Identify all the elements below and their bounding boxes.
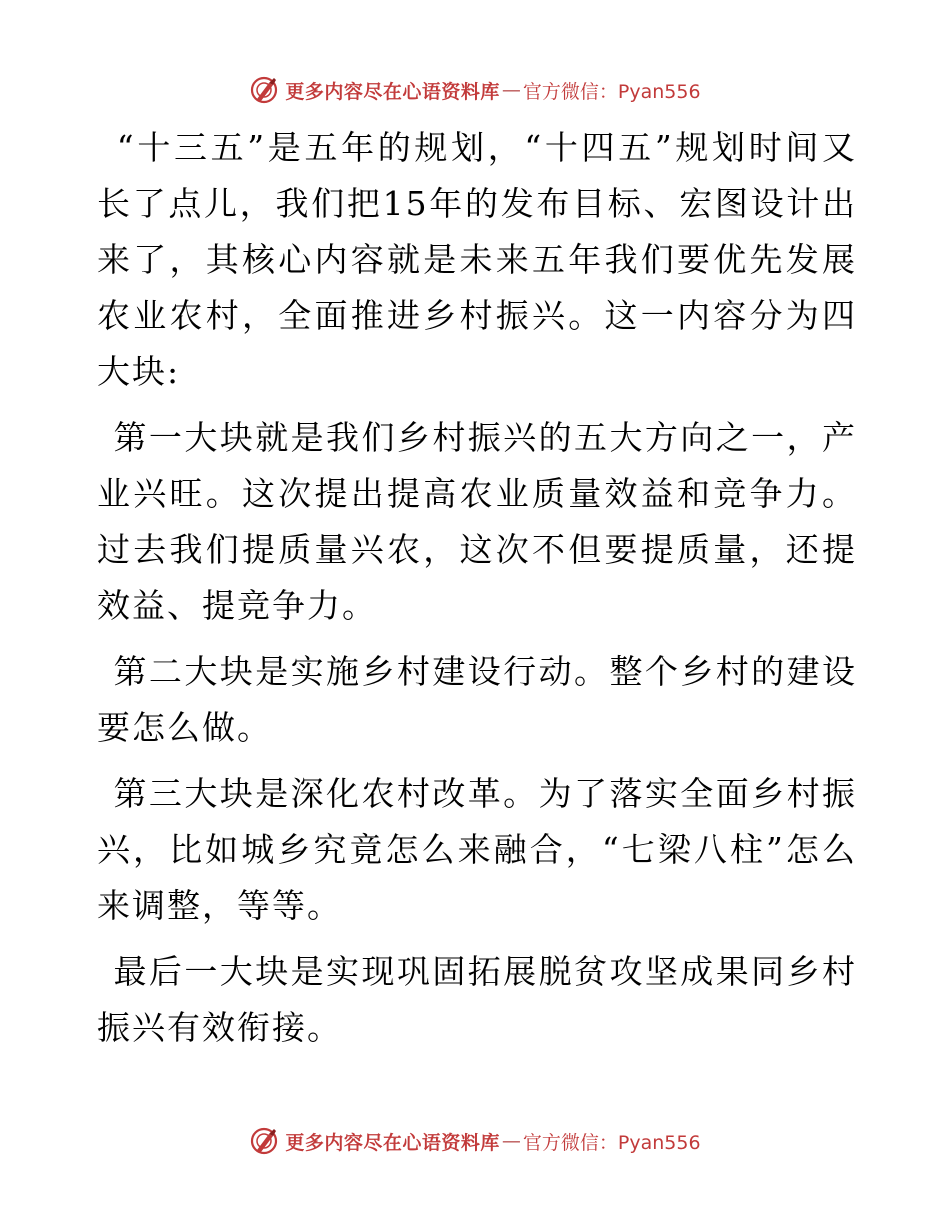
pen-nib-circle-icon xyxy=(249,1126,279,1156)
pen-nib-circle-icon xyxy=(249,75,279,105)
footer-brand-text: 更多内容尽在心语资料库 xyxy=(285,1131,500,1154)
header-brand-text: 更多内容尽在心语资料库 xyxy=(285,80,500,103)
footer-separator: — xyxy=(501,1130,521,1152)
footer-banner xyxy=(0,1121,950,1161)
document-body xyxy=(97,120,857,1066)
paragraph-intro: “十三五”是五年的规划，“十四五”规划时间又长了点儿，我们把15年的发布目标、宏图设计出来了，其核心内容就是未来五年我们要优先发展农业农村，全面推进乡村振兴。这一内容分为四大块: xyxy=(97,128,857,391)
paragraph-second-block: 第二大块是实施乡村建设行动。整个乡村的建设要怎么做。 xyxy=(97,652,857,747)
header-wechat-text: 官方微信：Pyan556 xyxy=(522,80,701,103)
paragraph-first-block: 第一大块就是我们乡村振兴的五大方向之一，产业兴旺。这次提出提高农业质量效益和竞争力。过去我们提质量兴农，这次不但要提质量，还提效益、提竞争力。 xyxy=(97,418,857,625)
header-separator: — xyxy=(501,79,521,101)
footer-wechat-text: 官方微信：Pyan556 xyxy=(522,1131,701,1154)
paragraph-last-block: 最后一大块是实现巩固拓展脱贫攻坚成果同乡村振兴有效衔接。 xyxy=(97,952,857,1047)
header-banner xyxy=(0,70,950,110)
paragraph-third-block: 第三大块是深化农村改革。为了落实全面乡村振兴，比如城乡究竟怎么来融合，“七梁八柱”怎么来调整，等等。 xyxy=(97,774,857,925)
